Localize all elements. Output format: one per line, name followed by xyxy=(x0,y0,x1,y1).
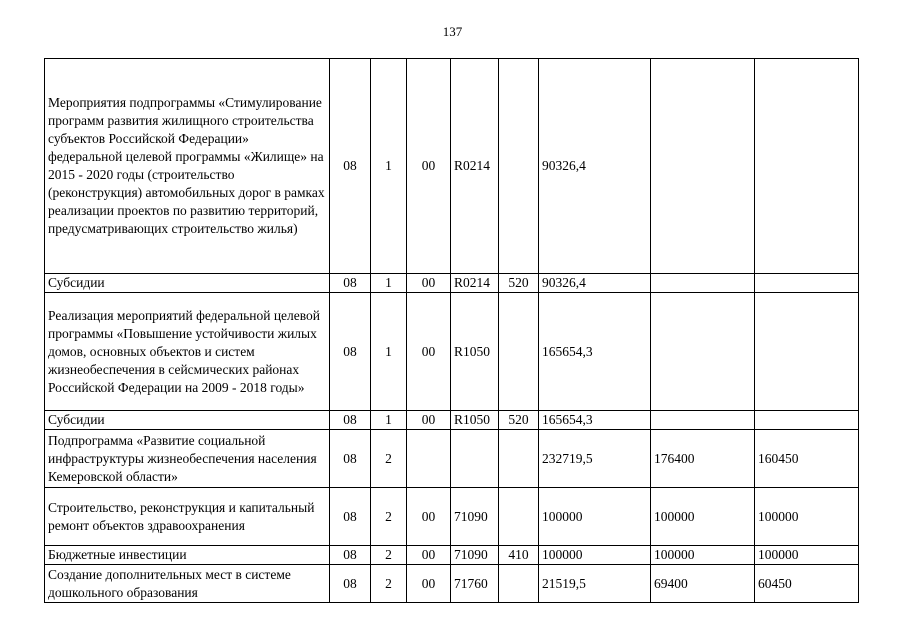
row-year3 xyxy=(755,59,859,274)
row-target: 71090 xyxy=(451,546,499,565)
row-program: 00 xyxy=(407,274,451,293)
row-year2 xyxy=(651,274,755,293)
row-expense-type: 520 xyxy=(499,274,539,293)
row-name: Реализация мероприятий федеральной целевой программы «Повышение устойчивости жилых домов, основных объектов и систем жизнеобеспечения в сейсмических районах Российской Федерации на 2009 - 2018 годы» xyxy=(45,293,330,411)
row-name: Создание дополнительных мест в системе дошкольного образования xyxy=(45,565,330,603)
budget-table xyxy=(44,58,859,603)
row-year2: 176400 xyxy=(651,430,755,488)
row-year1: 90326,4 xyxy=(539,59,651,274)
row-expense-type xyxy=(499,488,539,546)
row-expense-type: 410 xyxy=(499,546,539,565)
row-section: 08 xyxy=(330,59,371,274)
row-year1: 232719,5 xyxy=(539,430,651,488)
row-expense-type xyxy=(499,430,539,488)
page-number: 137 xyxy=(442,24,463,39)
row-expense-type xyxy=(499,293,539,411)
row-expense-type xyxy=(499,59,539,274)
row-year1: 165654,3 xyxy=(539,293,651,411)
row-year1: 100000 xyxy=(539,546,651,565)
row-target: R0214 xyxy=(451,274,499,293)
row-expense-type: 520 xyxy=(499,411,539,430)
row-year1: 100000 xyxy=(539,488,651,546)
row-name: Бюджетные инвестиции xyxy=(45,546,330,565)
table-row xyxy=(45,546,859,565)
row-year2 xyxy=(651,293,755,411)
row-name: Субсидии xyxy=(45,274,330,293)
row-target: 71090 xyxy=(451,488,499,546)
row-target: R1050 xyxy=(451,411,499,430)
row-section: 08 xyxy=(330,430,371,488)
row-section: 08 xyxy=(330,546,371,565)
row-year2: 69400 xyxy=(651,565,755,603)
table-row xyxy=(45,293,859,411)
row-year1: 90326,4 xyxy=(539,274,651,293)
row-section: 08 xyxy=(330,488,371,546)
row-year2: 100000 xyxy=(651,546,755,565)
row-subsection: 1 xyxy=(371,293,407,411)
row-name: Строительство, реконструкция и капитальный ремонт объектов здравоохранения xyxy=(45,488,330,546)
row-subsection: 1 xyxy=(371,274,407,293)
row-program xyxy=(407,430,451,488)
row-subsection: 2 xyxy=(371,546,407,565)
row-subsection: 1 xyxy=(371,59,407,274)
row-section: 08 xyxy=(330,293,371,411)
row-program: 00 xyxy=(407,565,451,603)
row-year3: 100000 xyxy=(755,488,859,546)
row-year2 xyxy=(651,411,755,430)
row-year2 xyxy=(651,59,755,274)
row-year3 xyxy=(755,411,859,430)
row-subsection: 2 xyxy=(371,488,407,546)
row-section: 08 xyxy=(330,411,371,430)
row-section: 08 xyxy=(330,565,371,603)
row-subsection: 2 xyxy=(371,430,407,488)
table-row xyxy=(45,488,859,546)
row-target xyxy=(451,430,499,488)
row-subsection: 2 xyxy=(371,565,407,603)
row-year3 xyxy=(755,274,859,293)
row-year2: 100000 xyxy=(651,488,755,546)
row-program: 00 xyxy=(407,293,451,411)
row-year3: 100000 xyxy=(755,546,859,565)
row-year1: 21519,5 xyxy=(539,565,651,603)
row-name: Мероприятия подпрограммы «Стимулирование программ развития жилищного строительства субъектов Российской Федерации» федеральной целевой программы «Жилище» на 2015 - 2020 годы (строительство (реконструкция) автомобильных дорог в рамках реализации проектов по развитию территорий, предусматривающих строительство жилья) xyxy=(45,59,330,274)
row-target: R0214 xyxy=(451,59,499,274)
table-row xyxy=(45,430,859,488)
table-row xyxy=(45,274,859,293)
row-program: 00 xyxy=(407,59,451,274)
row-program: 00 xyxy=(407,488,451,546)
row-name: Подпрограмма «Развитие социальной инфраструктуры жизнеобеспечения населения Кемеровской области» xyxy=(45,430,330,488)
row-year1: 165654,3 xyxy=(539,411,651,430)
row-name: Субсидии xyxy=(45,411,330,430)
table-row xyxy=(45,565,859,603)
row-expense-type xyxy=(499,565,539,603)
row-program: 00 xyxy=(407,411,451,430)
row-program: 00 xyxy=(407,546,451,565)
row-subsection: 1 xyxy=(371,411,407,430)
row-year3: 160450 xyxy=(755,430,859,488)
table-row xyxy=(45,59,859,274)
row-section: 08 xyxy=(330,274,371,293)
row-target: 71760 xyxy=(451,565,499,603)
row-year3 xyxy=(755,293,859,411)
table-row xyxy=(45,411,859,430)
row-year3: 60450 xyxy=(755,565,859,603)
row-target: R1050 xyxy=(451,293,499,411)
